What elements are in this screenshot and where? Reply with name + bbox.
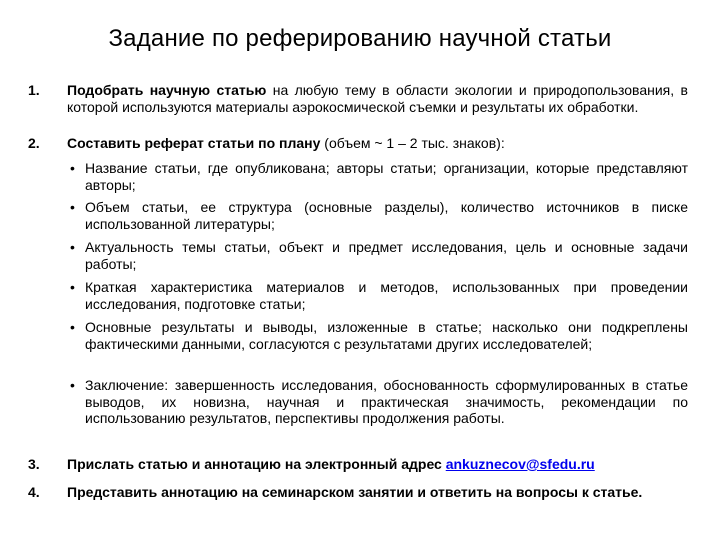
- item-bold-text: Прислать статью и аннотацию на электронный адрес: [67, 456, 446, 472]
- bullet-text: Актуальность темы статьи, объект и предмет исследования, цель и основные задачи работы;: [85, 239, 688, 272]
- bullet-text: Заключение: завершенность исследования, обоснованность сформулированных в статье выводов, их новизна, научная и практическая значимость, рекомендации по использованию результатов, перспективы продолжения работы.: [85, 377, 688, 426]
- bullet-item: [67, 239, 688, 272]
- item-number: 1.: [28, 82, 40, 98]
- bullet-icon: •: [70, 377, 75, 393]
- list-item: [67, 135, 688, 152]
- item-bold-text: Подобрать научную статью: [67, 82, 267, 98]
- bullet-icon: •: [70, 239, 75, 255]
- item-text: на любую тему в области экологии и природопользования, в которой используются материалы аэрокосмической съемки и результаты их обработки.: [67, 82, 688, 115]
- list-item: [67, 82, 688, 115]
- slide-title: Задание по реферированию научной статьи: [108, 25, 612, 52]
- list-item: [67, 484, 688, 501]
- bullet-item: [67, 279, 688, 312]
- bullet-icon: •: [70, 199, 75, 215]
- bullet-text: Краткая характеристика материалов и методов, использованных при проведении исследования, подготовке статьи;: [85, 279, 688, 312]
- bullet-icon: •: [70, 319, 75, 335]
- bullet-icon: •: [70, 160, 75, 176]
- bullet-item: [67, 160, 688, 193]
- bullet-text: Основные результаты и выводы, изложенные в статье; насколько они подкреплены фактическими данными, согласуются с результатами других исследователей;: [85, 319, 688, 352]
- item-number: 3.: [28, 456, 40, 472]
- item-number: 4.: [28, 484, 40, 500]
- item-bold-text: Составить реферат статьи по плану: [67, 135, 321, 151]
- item-number: 2.: [28, 135, 40, 151]
- bullet-text: Название статьи, где опубликована; авторы статьи; организации, которые представляют авторы;: [85, 160, 688, 193]
- item-bold-text: Представить аннотацию на семинарском занятии и ответить на вопросы к статье.: [67, 484, 643, 500]
- bullet-text: Объем статьи, ее структура (основные разделы), количество источников в писке использованной литературы;: [85, 199, 688, 232]
- bullet-item: [67, 319, 688, 352]
- bullet-icon: •: [70, 279, 75, 295]
- item-text: (объем ~ 1 – 2 тыс. знаков):: [320, 135, 505, 151]
- bullet-item: [67, 199, 688, 232]
- bullet-item: [67, 377, 688, 427]
- list-item: [67, 456, 688, 473]
- email-link[interactable]: ankuznecov@sfedu.ru: [445, 456, 595, 472]
